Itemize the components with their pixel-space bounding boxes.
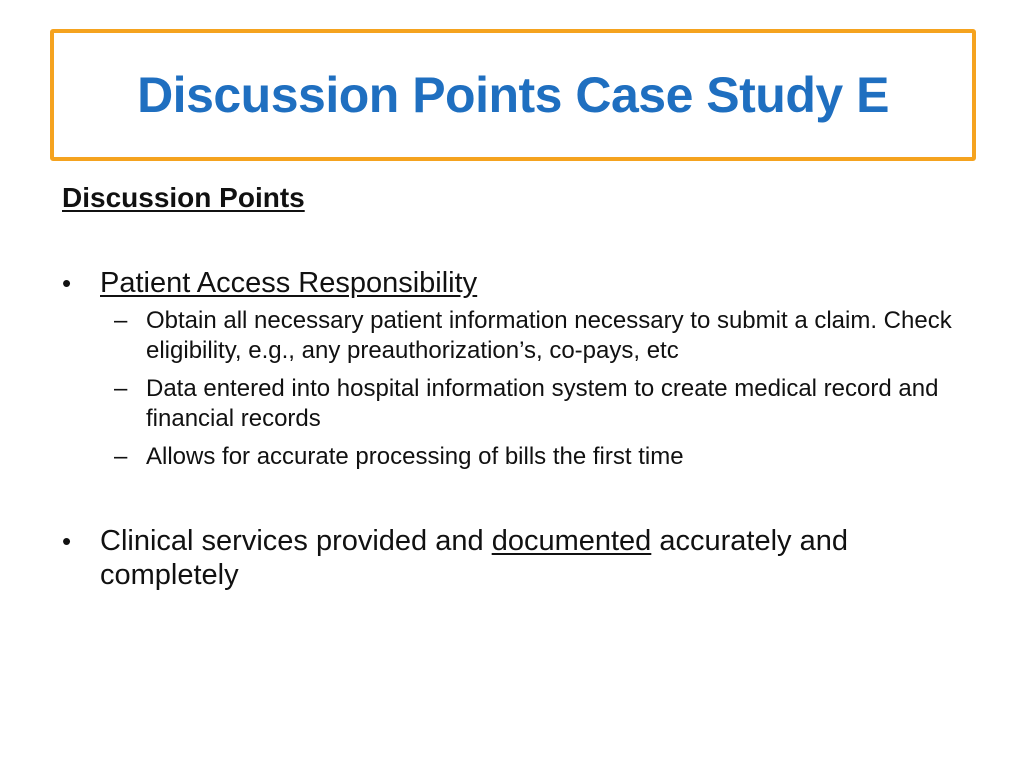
dash-marker: – bbox=[114, 307, 128, 334]
bullet-marker: • bbox=[62, 526, 72, 556]
sub-item-text: Obtain all necessary patient information necessary to submit a claim. Check eligibility, e.g., any preauthorization’s, co-pays, etc bbox=[146, 307, 952, 364]
sub-item-data-entered bbox=[100, 374, 972, 434]
sub-list bbox=[100, 306, 972, 472]
bullet-text-after: accurately and completely bbox=[100, 525, 848, 591]
sub-item-text: Allows for accurate processing of bills the first time bbox=[146, 443, 684, 470]
slide-body bbox=[62, 180, 972, 592]
sub-item-accurate-processing bbox=[100, 442, 972, 472]
bullet-text-underlined: documented bbox=[491, 525, 652, 557]
bullet-text: Patient Access Responsibility bbox=[100, 267, 478, 299]
slide-title: Discussion Points Case Study E bbox=[137, 67, 889, 123]
dash-marker: – bbox=[114, 375, 128, 402]
sub-item-text: Data entered into hospital information system to create medical record and financial records bbox=[146, 375, 939, 432]
bullet-list bbox=[62, 266, 972, 592]
sub-item-obtain-info bbox=[100, 306, 972, 366]
bullet-item-clinical-services bbox=[62, 524, 972, 592]
section-heading: Discussion Points bbox=[62, 182, 305, 213]
bullet-item-patient-access bbox=[62, 266, 972, 472]
title-frame bbox=[50, 29, 976, 161]
bullet-marker: • bbox=[62, 268, 72, 298]
bullet-text-before: Clinical services provided and bbox=[100, 525, 492, 557]
dash-marker: – bbox=[114, 443, 128, 470]
